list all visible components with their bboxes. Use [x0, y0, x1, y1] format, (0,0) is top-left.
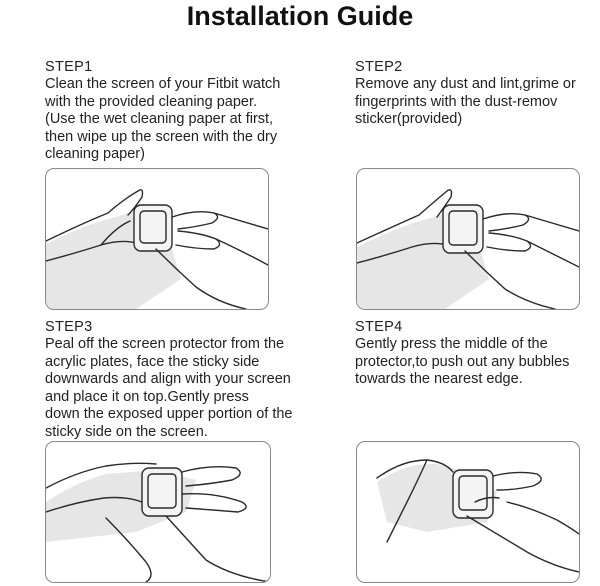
hand-pressing-protector-illustration	[357, 442, 579, 582]
step-2-label: STEP2	[355, 59, 403, 75]
step-2-text: Remove any dust and lint,grime or fingerprints with the dust-remov sticker(provided)	[355, 76, 576, 127]
step-4	[355, 318, 600, 389]
step-3-illustration	[45, 441, 271, 583]
page-title: Installation Guide	[186, 1, 414, 31]
hands-dust-removal-illustration	[357, 169, 579, 309]
step-4-label: STEP4	[355, 319, 403, 335]
step-4-illustration	[356, 441, 580, 583]
step-2-illustration	[356, 168, 580, 310]
step-3-text: Peal off the screen protector from the acrylic plates, face the sticky side downwards and align with your screen and place it on top.Gently press down the exposed upper portion of the sticky side on the screen.	[45, 336, 293, 440]
step-3	[45, 318, 340, 441]
step-1-illustration	[45, 168, 269, 310]
step-1-label: STEP1	[45, 59, 93, 75]
step-1-text: Clean the screen of your Fitbit watch with the provided cleaning paper. (Use the wet cleaning paper at first, then wipe up the screen with the dry cleaning paper)	[45, 76, 281, 162]
step-3-label: STEP3	[45, 319, 93, 335]
step-2	[355, 58, 600, 129]
hands-placing-protector-illustration	[46, 442, 270, 582]
hands-cleaning-watch-illustration	[46, 169, 268, 309]
step-4-text: Gently press the middle of the protector,to push out any bubbles towards the nearest edge.	[355, 336, 570, 387]
step-1	[45, 58, 335, 164]
